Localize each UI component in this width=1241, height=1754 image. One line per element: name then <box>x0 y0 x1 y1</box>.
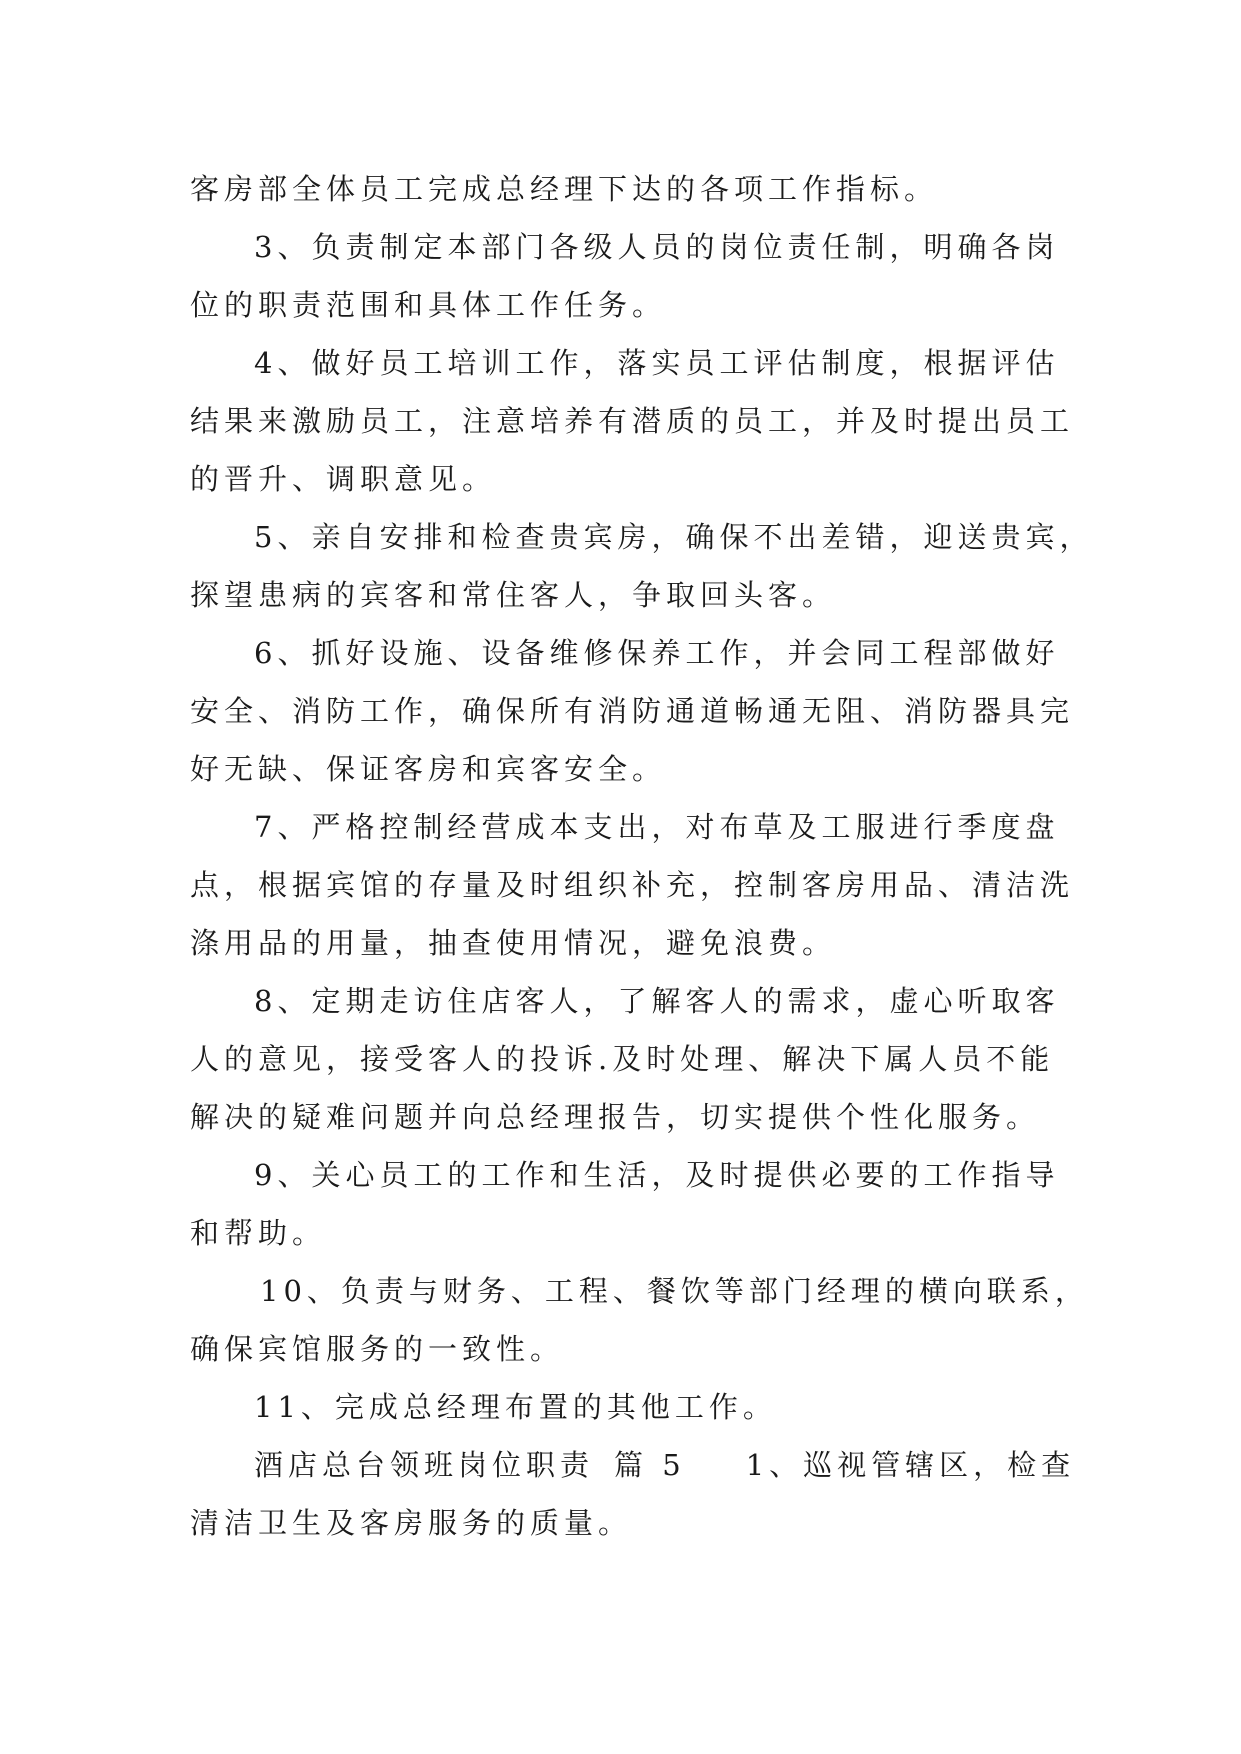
paragraph-line: 解决的疑难问题并向总经理报告，切实提供个性化服务。 <box>190 1100 1041 1134</box>
paragraph-line: 5、亲自安排和检查贵宾房，确保不出差错，迎送贵宾， <box>254 520 1094 554</box>
paragraph-line: 好无缺、保证客房和宾客安全。 <box>190 752 667 786</box>
paragraph-line: 探望患病的宾客和常住客人，争取回头客。 <box>190 578 837 612</box>
document-body <box>190 160 1094 1552</box>
paragraph-line: 涤用品的用量，抽查使用情况，避免浪费。 <box>190 926 837 960</box>
paragraph-line: 客房部全体员工完成总经理下达的各项工作指标。 <box>190 172 939 206</box>
paragraph-line: 安全、消防工作，确保所有消防通道畅通无阻、消防器具完 <box>190 694 1075 728</box>
paragraph-line: 10、负责与财务、工程、餐饮等部门经理的横向联系， <box>260 1274 1089 1308</box>
paragraph-line: 11、完成总经理布置的其他工作。 <box>254 1390 777 1424</box>
paragraph-line: 的晋升、调职意见。 <box>190 462 497 496</box>
paragraph-line: 8、定期走访住店客人，了解客人的需求，虚心听取客 <box>254 984 1060 1018</box>
paragraph-line: 清洁卫生及客房服务的质量。 <box>190 1506 633 1540</box>
paragraph-line: 人的意见，接受客人的投诉.及时处理、解决下属人员不能 <box>190 1042 1055 1076</box>
paragraph-line: 和帮助。 <box>190 1216 327 1250</box>
section-number: 篇 5 <box>614 1448 686 1482</box>
paragraph-line: 6、抓好设施、设备维修保养工作，并会同工程部做好 <box>254 636 1060 670</box>
paragraph-line: 结果来激励员工，注意培养有潜质的员工，并及时提出员工 <box>190 404 1075 438</box>
paragraph-line: 点，根据宾馆的存量及时组织补充，控制客房用品、清洁洗 <box>190 868 1075 902</box>
section-first-text: 1、巡视管辖区，检查 <box>745 1448 1076 1482</box>
paragraph-line: 4、做好员工培训工作，落实员工评估制度，根据评估 <box>254 346 1060 380</box>
paragraph-line: 位的职责范围和具体工作任务。 <box>190 288 667 322</box>
section-heading: 酒店总台领班岗位职责 <box>254 1448 595 1482</box>
paragraph-line: 7、严格控制经营成本支出，对布草及工服进行季度盘 <box>254 810 1060 844</box>
paragraph-line: 3、负责制定本部门各级人员的岗位责任制，明确各岗 <box>254 230 1060 264</box>
paragraph-line: 9、关心员工的工作和生活，及时提供必要的工作指导 <box>254 1158 1060 1192</box>
paragraph-line: 确保宾馆服务的一致性。 <box>190 1332 565 1366</box>
section-heading-line <box>190 1436 1076 1494</box>
